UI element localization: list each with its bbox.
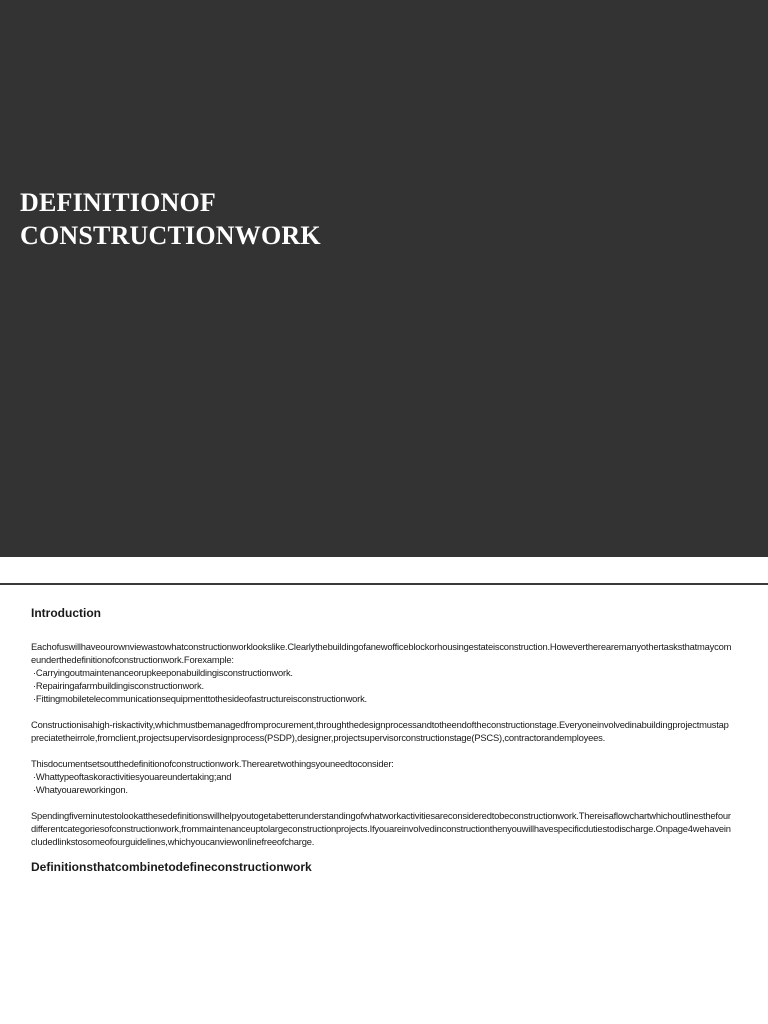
divider-rule [0, 583, 768, 585]
cover-gap [0, 557, 768, 583]
list-item: ·Repairingafarmbuildingisconstructionwork. [33, 680, 204, 691]
definitions-heading: Definitionsthatcombinetodefineconstructionwork [31, 860, 312, 874]
title-line-2: CONSTRUCTIONWORK [20, 221, 321, 250]
list-item: ·Carryingoutmaintenanceorupkeeponabuildingisconstructionwork. [33, 667, 293, 678]
title-line-1: DEFINITIONOF [20, 188, 216, 217]
list-item: ·Whatyouareworkingon. [33, 784, 128, 795]
document-title [20, 186, 321, 252]
scope-text: Thisdocumentsetsoutthedefinitionofconstructionwork.Therearetwothingsyouneedtoconsider: [31, 758, 394, 769]
list-item: ·Fittingmobiletelecommunicationsequipmenttothesideofastructureisconstructionwork. [33, 693, 367, 704]
risk-paragraph: Constructionisahigh-riskactivity,whichmustbemanagedfromprocurement,throughthedesignprocessandtotheendoftheconstructionstage.Everyoneinvolvedinabuildingprojectmustappreciatetheirrole,fromclient,projectsupervisordesignprocess(PSDP),designer,projectsupervisorconstructionstage(PSCS),contractorandemployees. [31, 719, 729, 743]
intro-text: Eachofuswillhaveourownviewastowhatconstructionworklookslike.Clearlythebuildingofanewofficeblockorhousingestateisconstruction.Howevertherearemanyothertasksthatmaycomeunderthedefinitionofconstructionwork.Forexample: [31, 641, 732, 665]
intro-paragraph [31, 640, 733, 705]
document-body [31, 605, 733, 875]
intro-heading: Introduction [31, 606, 101, 620]
list-item: ·Whattypeoftaskoractivitiesyouareundertaking;and [33, 771, 232, 782]
scope-paragraph [31, 757, 733, 796]
guidance-paragraph: Spendingfiveminutestolookatthesedefinitionswillhelpyoutogetabetterunderstandingofwhatworkactivitiesareconsideredtobeconstructionwork.Thereisaflowchartwhichoutlinesthefourdifferentcategoriesofconstructionwork,frommaintenanceuptolargeconstructionprojects.Ifyouareinvolvedinconstructionthenyouwillhavespecificdutiestodischarge.Onpage4wehaveincludedlinkstosomeofourguidelines,whichyoucanviewonlinefreeofcharge. [31, 810, 731, 847]
